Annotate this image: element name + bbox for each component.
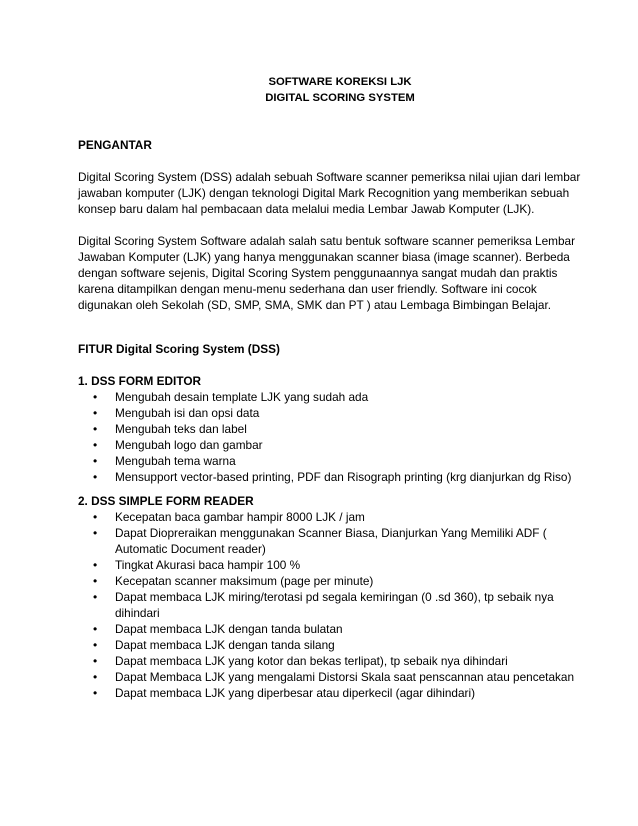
bullet-icon: • (93, 686, 98, 700)
bullet-icon: • (93, 654, 98, 668)
bullet-icon: • (93, 526, 98, 540)
section-form-editor-heading: 1. DSS FORM EDITOR (78, 374, 202, 388)
list-item: • Mengubah tema warna (93, 454, 236, 468)
list-item: • Kecepatan baca gambar hampir 8000 LJK / jam (93, 510, 365, 524)
section-form-reader-heading: 2. DSS SIMPLE FORM READER (78, 494, 254, 508)
bullet-icon: • (93, 454, 98, 468)
intro-heading: PENGANTAR (78, 138, 152, 152)
bullet-icon: • (93, 406, 98, 420)
form-editor-list (78, 389, 582, 485)
bullet-icon: • (93, 438, 98, 452)
bullet-icon: • (93, 622, 98, 636)
bullet-icon: • (93, 390, 98, 404)
list-item: • Dapat membaca LJK yang kotor dan bekas terlipat), tp sebaik nya dihindari (93, 654, 508, 668)
list-item: • Kecepatan scanner maksimum (page per minute) (93, 574, 374, 588)
title-line-1: SOFTWARE KOREKSI LJK (268, 76, 412, 88)
list-item: • Mensupport vector-based printing, PDF dan Risograph printing (krg dianjurkan dg Riso) (93, 470, 572, 484)
bullet-icon: • (93, 558, 98, 572)
bullet-icon: • (93, 470, 98, 484)
list-item: • Mengubah isi dan opsi data (93, 406, 260, 420)
list-item: • Mengubah logo dan gambar (93, 438, 263, 452)
list-item: • Dapat membaca LJK miring/terotasi pd segala kemiringan (0 .sd 360), tp sebaik nya dihindari (93, 590, 554, 620)
features-heading: FITUR Digital Scoring System (DSS) (78, 342, 280, 356)
list-item: • Dapat membaca LJK dengan tanda silang (93, 638, 335, 652)
bullet-icon: • (93, 574, 98, 588)
list-item: • Dapat Membaca LJK yang mengalami Distorsi Skala saat penscannan atau pencetakan (93, 670, 575, 684)
list-item: • Dapat membaca LJK dengan tanda bulatan (93, 622, 343, 636)
bullet-icon: • (93, 590, 98, 604)
list-item: • Mengubah desain template LJK yang sudah ada (93, 390, 369, 404)
document-title (78, 74, 582, 106)
intro-paragraph-2: Digital Scoring System Software adalah salah satu bentuk software scanner pemeriksa Lembar Jawaban Komputer (LJK) yang hanya menggunakan scanner biasa (image scanner). Berbeda dengan software sejenis, Digital Scoring System penggunaannya sangat mudah dan praktis karena ditampilkan dengan menu-menu sederhana dan user friendly. Software ini cocok digunakan oleh Sekolah (SD, SMP, SMA, SMK dan PT ) atau Lembaga Bimbingan Belajar. (78, 234, 576, 312)
list-item: • Dapat membaca LJK yang diperbesar atau diperkecil (agar dihindari) (93, 686, 476, 700)
list-item: • Tingkat Akurasi baca hampir 100 % (93, 558, 301, 572)
list-item: • Dapat Diopreraikan menggunakan Scanner Biasa, Dianjurkan Yang Memiliki ADF ( Automatic Document reader) (93, 526, 547, 556)
bullet-icon: • (93, 670, 98, 684)
bullet-icon: • (93, 638, 98, 652)
intro-paragraph-1: Digital Scoring System (DSS) adalah sebuah Software scanner pemeriksa nilai ujian dari lembar jawaban komputer (LJK) dengan teknologi Digital Mark Recognition yang memberikan sebuah konsep baru dalam hal pembacaan data melalui media Lembar Jawab Komputer (LJK). (78, 170, 581, 216)
list-item: • Mengubah teks dan label (93, 422, 247, 436)
form-reader-list (78, 509, 582, 701)
title-line-2: DIGITAL SCORING SYSTEM (265, 92, 415, 104)
bullet-icon: • (93, 510, 98, 524)
bullet-icon: • (93, 422, 98, 436)
